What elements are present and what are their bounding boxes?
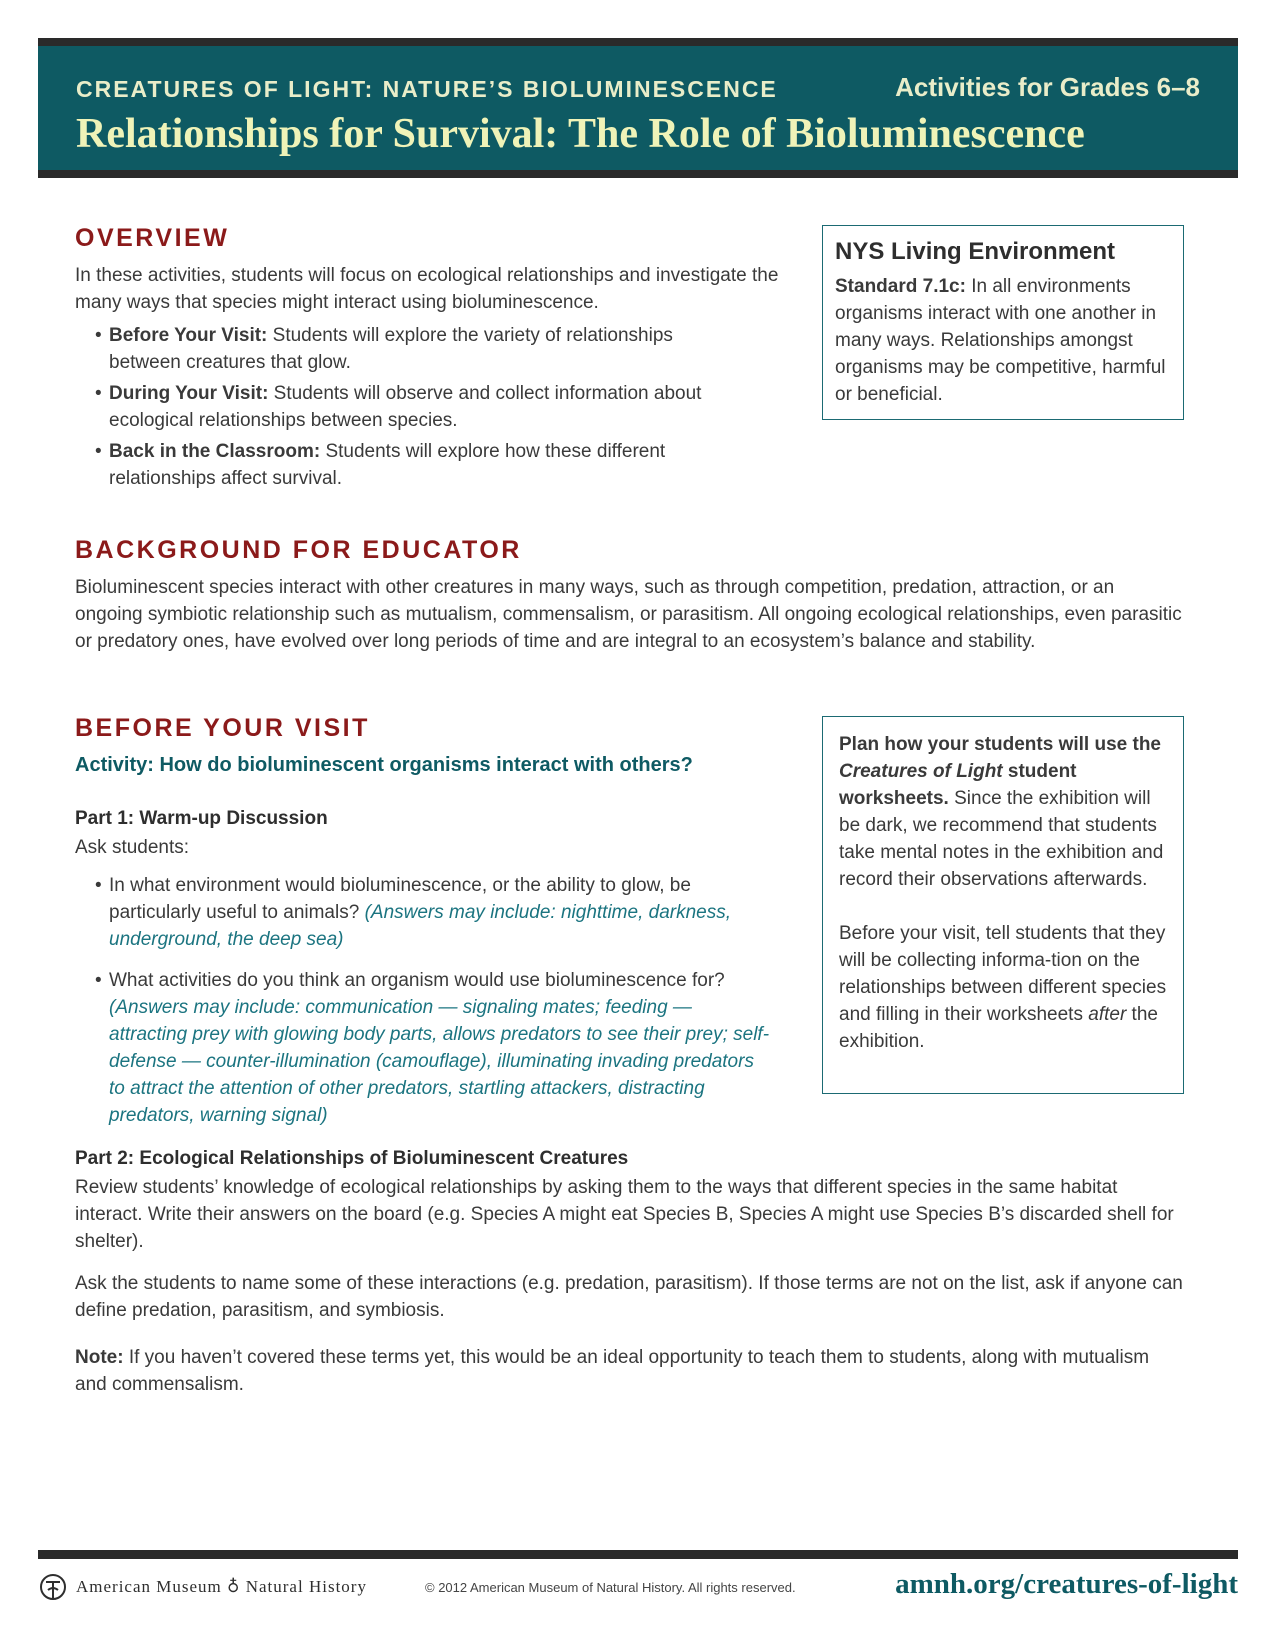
- standards-box: [822, 225, 1184, 420]
- overview-heading: OVERVIEW: [75, 224, 230, 252]
- background-text: Bioluminescent species interact with other creatures in many ways, such as through competition, predation, attraction, or an ongoing symbiotic relationship such as mutualism, commensalism, or parasitism. All ongoing ecological relationships, even parasitic or predatory ones, have evolved over long periods of time and are integral to an ecosystem’s balance and stability.: [75, 577, 1182, 652]
- museum-name: American Museum ♁ Natural History: [76, 1577, 367, 1596]
- answer-text: (Answers may include: nighttime, darkness, underground, the deep sea): [109, 902, 732, 950]
- plan-text-1: Since the exhibition will be dark, we recommend that students take mental notes in the exhibition and record their observations afterwards.: [839, 788, 1164, 890]
- footer: [38, 1568, 1238, 1608]
- note-paragraph: [75, 1344, 1185, 1398]
- plan-text-2a: Before your visit, tell students that they will be collecting informa-tion on the relationships between different species and filling in their worksheets: [839, 923, 1167, 1025]
- list-item: • In what environment would bioluminescence, or the ability to glow, be particularly useful to animals? (Answers may include: nighttime, darkness, underground, the deep sea): [95, 875, 732, 950]
- bullet-text: Students will explore how these different relationships affect survival.: [109, 441, 666, 489]
- activity-title: Activity: How do bioluminescent organisms interact with others?: [75, 754, 693, 776]
- plan-text-2b: the exhibition.: [839, 1004, 1158, 1052]
- overview-bullets: [75, 322, 735, 496]
- background-heading: BACKGROUND FOR EDUCATOR: [75, 536, 522, 564]
- standard-text: In all environments organisms interact with one another in many ways. Relationships amongst organisms may be competitive, harmful or beneficial.: [835, 276, 1166, 405]
- question-list: [75, 872, 775, 1133]
- plan-italic-title: Creatures of Light: [839, 761, 1003, 782]
- before-visit-heading: BEFORE YOUR VISIT: [75, 714, 370, 742]
- standards-title: NYS Living Environment: [835, 238, 1116, 265]
- bullet-label: During Your Visit:: [109, 383, 269, 404]
- series-title: CREATURES OF LIGHT: NATURE’S BIOLUMINESCENCE: [76, 76, 778, 102]
- plan-text-2-italic: after: [1088, 1004, 1127, 1025]
- list-item: • During Your Visit: Students will observe and collect information about ecological relationships between species.: [95, 383, 702, 431]
- page-title: Relationships for Survival: The Role of Bioluminescence: [76, 111, 1085, 157]
- bullet-label: Before Your Visit:: [109, 325, 268, 346]
- header-banner: [38, 38, 1238, 178]
- part2-text-2: Ask the students to name some of these interactions (e.g. predation, parasitism). If those terms are not on the list, ask if anyone can define predation, parasitism, and symbiosis.: [75, 1273, 1183, 1321]
- question-text: In what environment would bioluminescence, or the ability to glow, be particularly useful to animals?: [109, 875, 691, 923]
- standard-label: Standard 7.1c:: [835, 276, 966, 297]
- list-item: • Back in the Classroom: Students will explore how these different relationships affect survival.: [95, 441, 666, 489]
- part1-intro: Ask students:: [75, 837, 190, 858]
- answer-text: (Answers may include: communication — signaling mates; feeding — attracting prey with glowing body parts, allows predators to see their prey; self-defense — counter-illumination (camouflage), illuminating invading predators to attract the attention of other predators, startling attackers, distracting predators, warning signal): [109, 997, 770, 1126]
- plan-box: [822, 716, 1184, 1094]
- part1-title: Part 1: Warm-up Discussion: [75, 808, 328, 829]
- part2-title: Part 2: Ecological Relationships of Bioluminescent Creatures: [75, 1148, 629, 1169]
- museum-logo-icon: [38, 1572, 68, 1602]
- bullet-text: Students will observe and collect information about ecological relationships between species.: [109, 383, 702, 431]
- website-url[interactable]: amnh.org/creatures-of-light: [895, 1568, 1238, 1600]
- note-text: If you haven’t covered these terms yet, this would be an ideal opportunity to teach them to students, along with mutualism and commensalism.: [75, 1347, 1150, 1395]
- list-item: • Before Your Visit: Students will explore the variety of relationships between creatures that glow.: [95, 325, 673, 373]
- bullet-label: Back in the Classroom:: [109, 441, 321, 462]
- footer-rule: [38, 1550, 1238, 1559]
- copyright-text: © 2012 American Museum of Natural History. All rights reserved.: [425, 1580, 796, 1595]
- list-item: • What activities do you think an organism would use bioluminescence for? (Answers may include: communication — signaling mates; feeding — attracting prey with glowing body parts, allows predators to see their prey; self-defense — counter-illumination (camouflage), illuminating invading predators to attract the attention of other predators, startling attackers, distracting predators, warning signal): [95, 970, 770, 1126]
- part2-text: Review students’ knowledge of ecological relationships by asking them to the ways that different species in the same habitat interact. Write their answers on the board (e.g. Species A might eat Species B, Species A might use Species B’s discarded shell for shelter).: [75, 1177, 1174, 1252]
- overview-intro: In these activities, students will focus on ecological relationships and investigate the many ways that species might interact using bioluminescence.: [75, 265, 779, 313]
- note-label: Note:: [75, 1347, 124, 1368]
- grades-label: Activities for Grades 6–8: [895, 72, 1200, 102]
- question-text: What activities do you think an organism would use bioluminescence for?: [109, 970, 725, 991]
- bullet-text: Students will explore the variety of relationships between creatures that glow.: [109, 325, 673, 373]
- plan-bold-1: Plan how your students will use the: [839, 734, 1161, 755]
- plan-bold-2: student worksheets.: [839, 761, 1077, 809]
